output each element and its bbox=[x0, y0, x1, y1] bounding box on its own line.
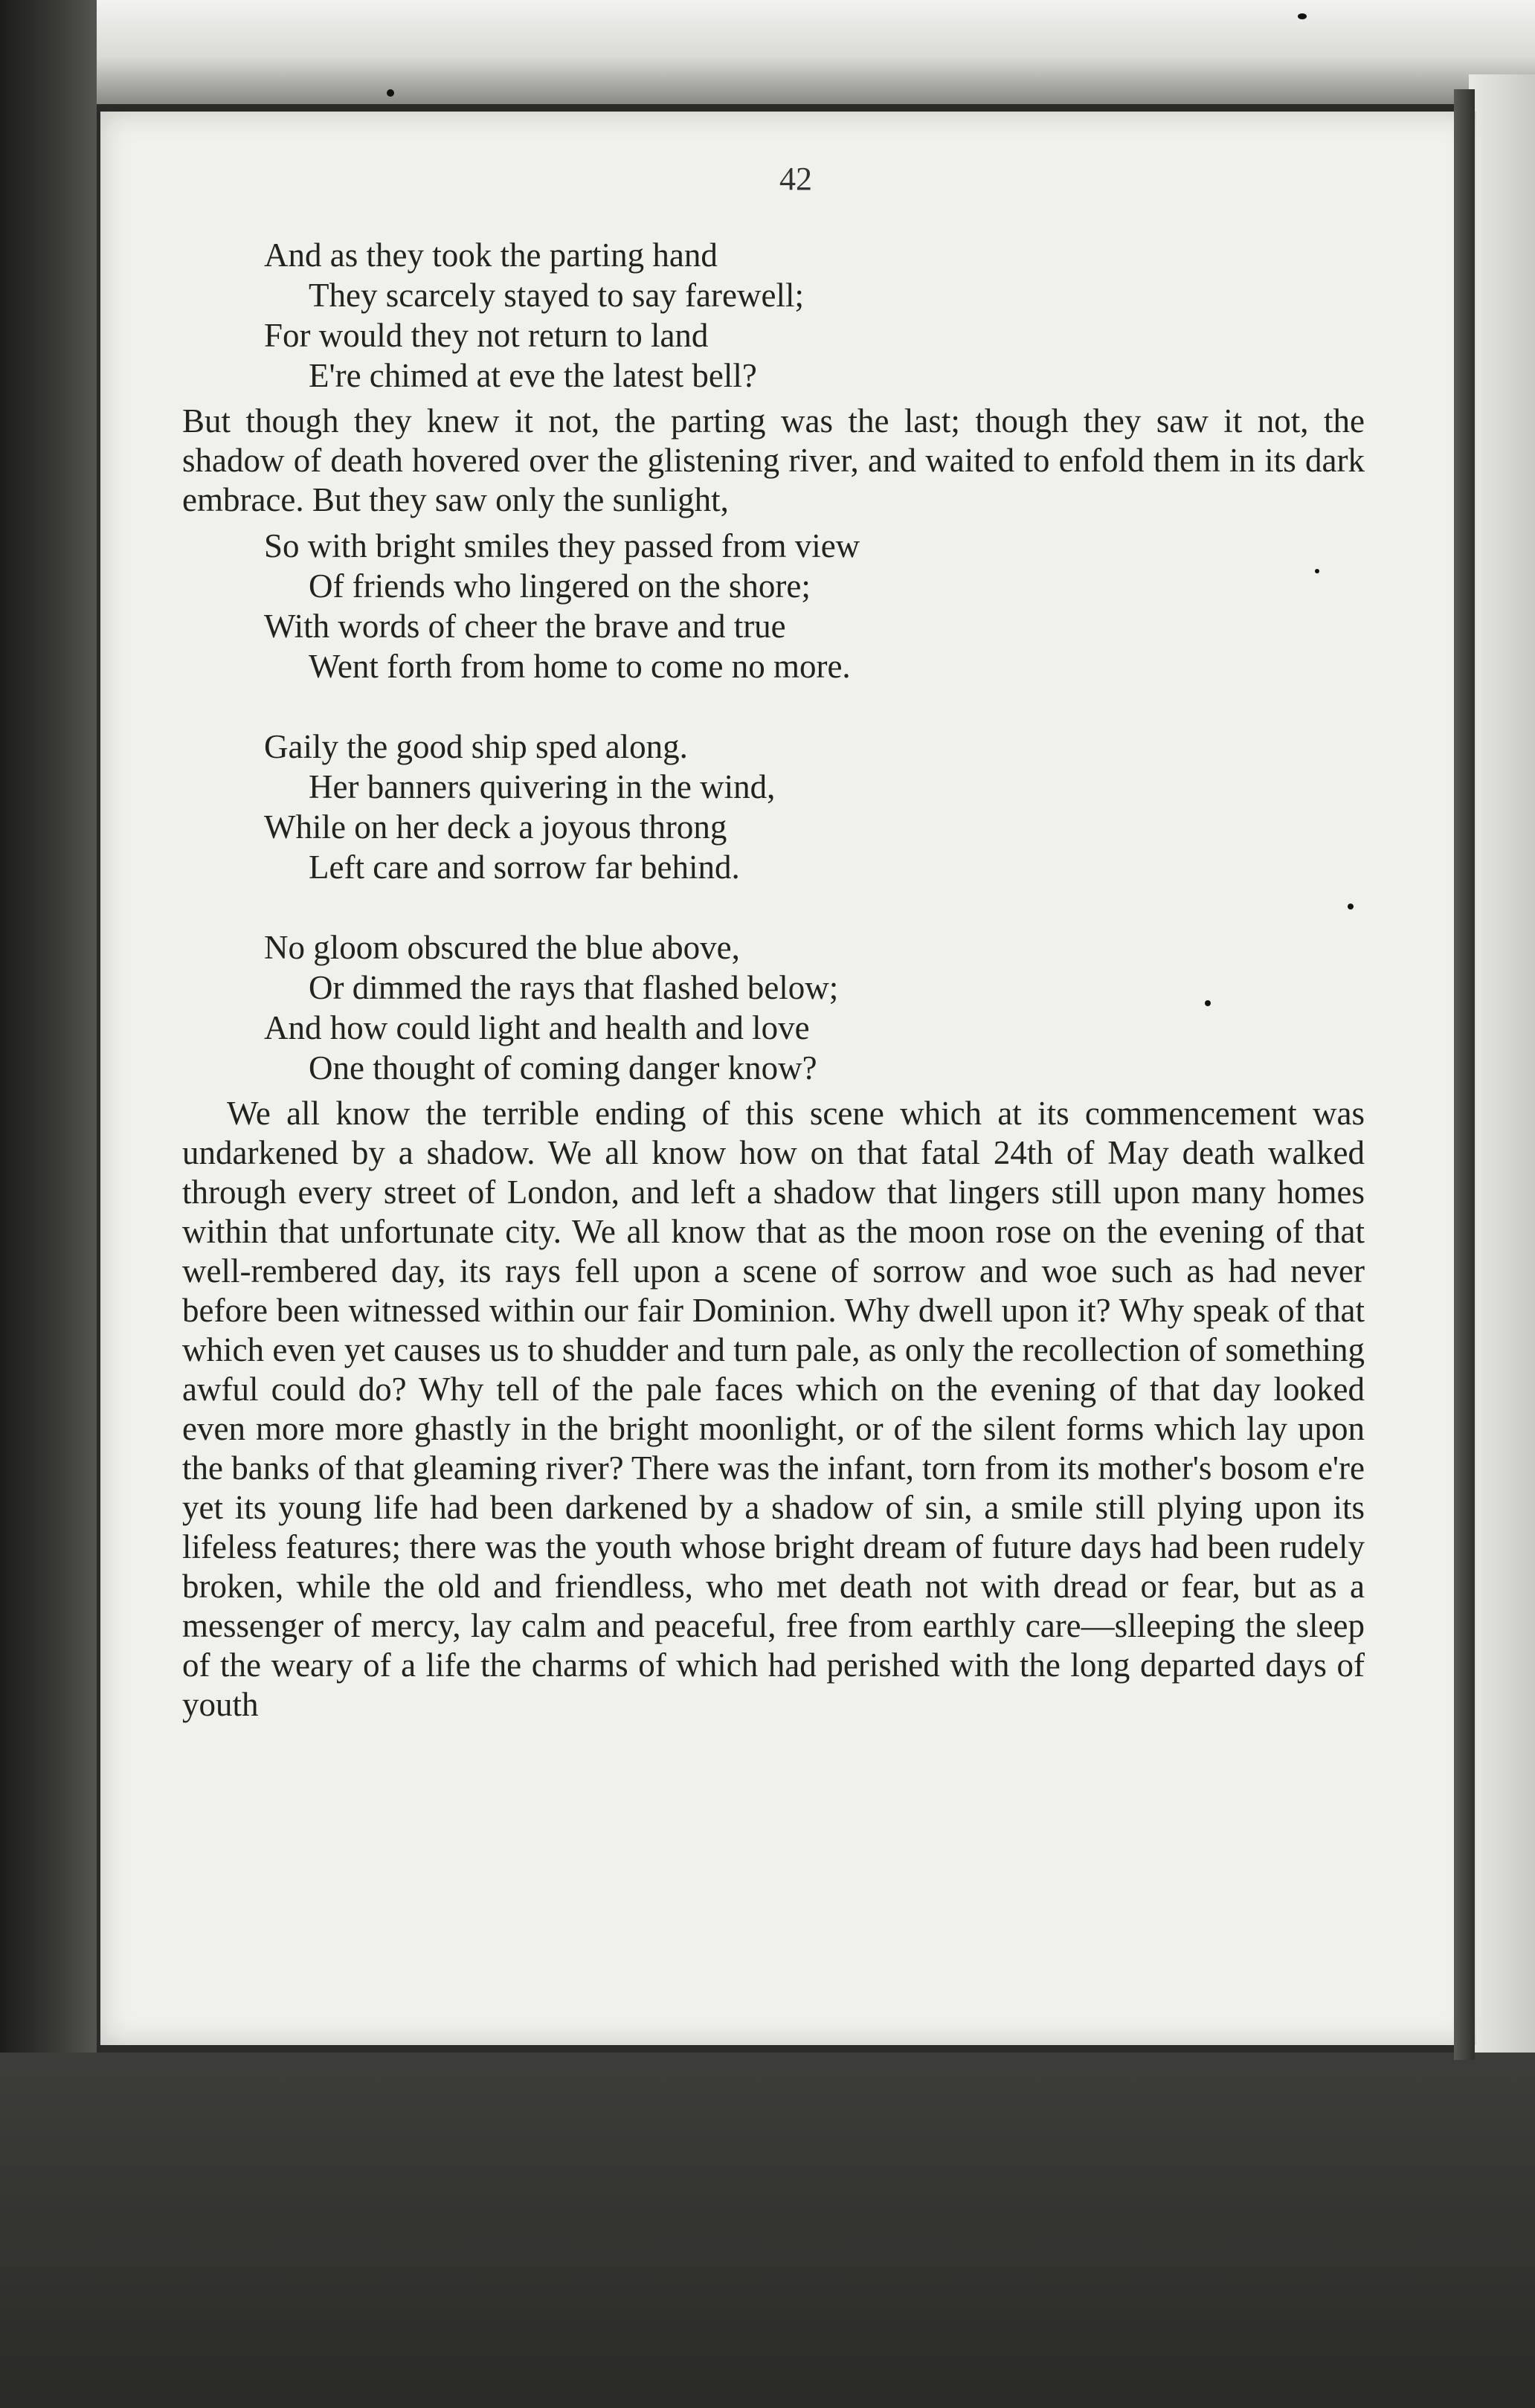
film-left-border bbox=[0, 0, 97, 2408]
verse-line: And how could light and health and love bbox=[264, 1009, 810, 1046]
stanza-2 bbox=[182, 526, 1365, 686]
verse-line: E're chimed at eve the latest bell? bbox=[309, 357, 757, 394]
page-binding-edge bbox=[1454, 89, 1475, 2060]
stanza-gap bbox=[182, 686, 1365, 727]
paragraph-1: But though they knew it not, the parting was the last; though they saw it not, the shadow of death hovered over the glistening river, and waited to enfold them in its dark embrace. But they saw only the sunlight, bbox=[182, 402, 1365, 518]
film-speck bbox=[1298, 13, 1307, 19]
page-content bbox=[182, 160, 1365, 1725]
verse-line: Of friends who lingered on the shore; bbox=[309, 567, 811, 605]
stanza-gap bbox=[182, 887, 1365, 927]
film-bottom-border bbox=[0, 2053, 1535, 2408]
page-number: 42 bbox=[779, 161, 812, 197]
verse-line: Her banners quivering in the wind, bbox=[309, 768, 776, 805]
verse-line: Left care and sorrow far behind. bbox=[309, 849, 740, 886]
verse-line: No gloom obscured the blue above, bbox=[264, 929, 740, 966]
verse-line: Or dimmed the rays that flashed below; bbox=[309, 969, 839, 1006]
verse-line: One thought of coming danger know? bbox=[309, 1049, 817, 1087]
paragraph-2: We all know the terrible ending of this scene which at its commencement was undarkened by a shadow. We all know how on that fatal 24th of May death walked through every street of London, and left a shadow that lingers still upon many homes within that unfortunate city. We all know that as the moon rose on the evening of that well-rembered day, its rays fell upon a scene of sorrow and woe such as had never before been witnessed within our fair Dominion. Why dwell upon it? Why speak of that which even yet causes us to shudder and turn pale, as only the recollection of something awful could do? Why tell of the pale faces which on the evening of that day looked even more more ghastly in the bright moonlight, or of the silent forms which lay upon the banks of that gleaming river? There was the infant, torn from its mother's bosom e're yet its young life had been darkened by a shadow of sin, a smile still plying upon its lifeless features; there was the youth whose bright dream of future days had been rudely broken, while the old and friendless, who met death not with dread or fear, but as a messenger of mercy, lay calm and peaceful, free from earthly care—slleeping the sleep of the weary of a life the charms of which had perished with the long departed days of youth bbox=[182, 1095, 1365, 1723]
verse-line: They scarcely stayed to say farewell; bbox=[309, 277, 804, 314]
verse-line: For would they not return to land bbox=[264, 317, 709, 354]
film-speck bbox=[387, 89, 394, 97]
verse-line: So with bright smiles they passed from view bbox=[264, 527, 860, 564]
stanza-4 bbox=[182, 927, 1365, 1088]
verse-line: Gaily the good ship sped along. bbox=[264, 728, 688, 765]
verse-line: And as they took the parting hand bbox=[264, 236, 718, 274]
stanza-1 bbox=[182, 235, 1365, 396]
verse-line: While on her deck a joyous throng bbox=[264, 808, 727, 846]
verse-line: With words of cheer the brave and true bbox=[264, 608, 786, 645]
film-right-border bbox=[1469, 74, 1535, 2082]
verse-line: Went forth from home to come no more. bbox=[309, 648, 851, 685]
stanza-3 bbox=[182, 727, 1365, 887]
